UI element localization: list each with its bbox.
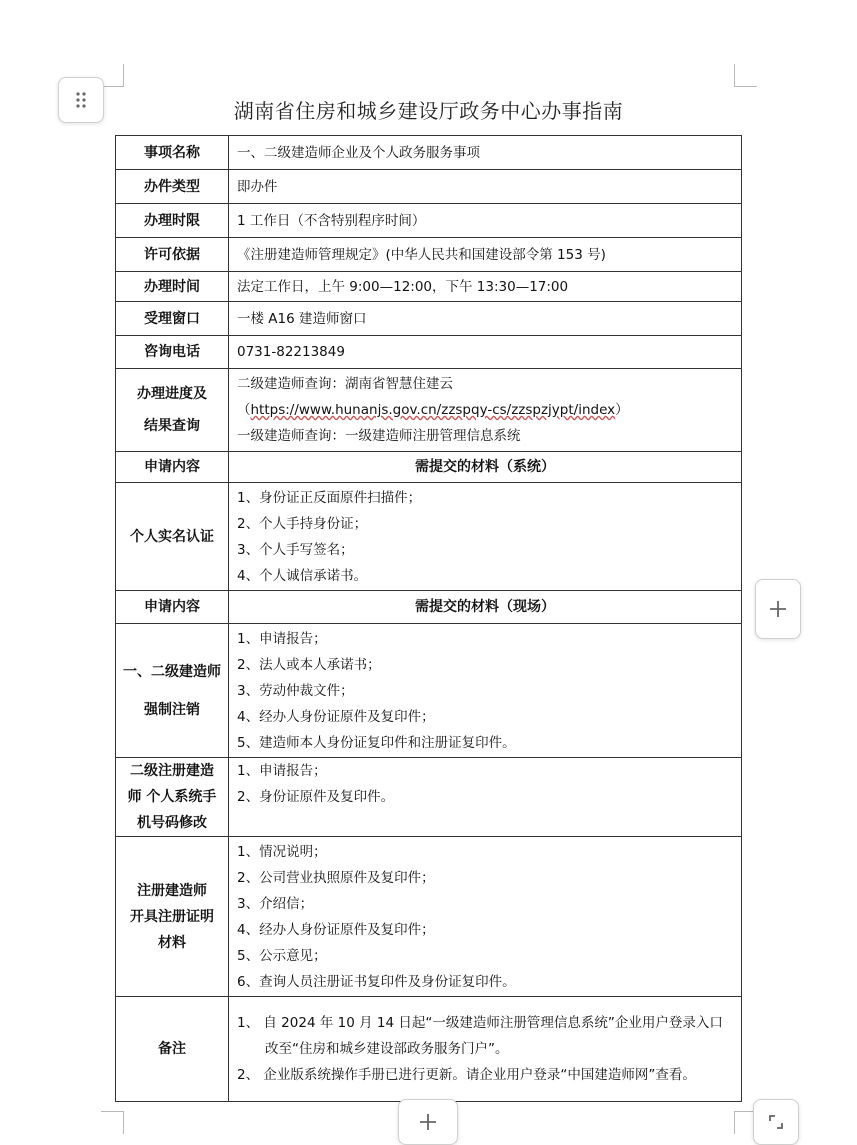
- document-title: 湖南省住房和城乡建设厅政务中心办事指南: [233, 99, 624, 123]
- label-identity: 个人实名认证: [116, 483, 229, 591]
- progress-link[interactable]: https://www.hunanjs.gov.cn/zzspqy-cs/zzspzjypt/index: [250, 402, 616, 418]
- label-progress-line1: 办理进度及: [137, 386, 207, 402]
- value-certificate: [229, 837, 742, 997]
- value-window: 一楼 A16 建造师窗口: [229, 302, 742, 336]
- resize-button[interactable]: [753, 1099, 799, 1145]
- table-row-identity: [116, 483, 742, 591]
- list-item: 1、情况说明；: [237, 843, 327, 860]
- header-apply-content-onsite: 申请内容: [116, 591, 229, 624]
- label-time-limit: 办理时限: [116, 204, 229, 238]
- table-row-phone: [116, 336, 742, 369]
- progress-line-3: 一级建造师查询：一级建造师注册管理信息系统: [237, 428, 521, 444]
- table-row-cancel: [116, 624, 742, 758]
- label-cancel-line1: 一、二级建造师: [123, 663, 221, 680]
- list-item: 3、个人手写签名；: [237, 541, 354, 558]
- list-item: 2、法人或本人承诺书；: [237, 656, 381, 673]
- list-item: 5、建造师本人身份证复印件和注册证复印件。: [237, 734, 516, 751]
- plus-icon: [418, 1112, 438, 1132]
- value-remarks: [229, 997, 742, 1102]
- label-certificate-line3: 材料: [158, 934, 186, 951]
- table-row-basis: [116, 238, 742, 272]
- label-cancel-line2: 强制注销: [144, 701, 200, 718]
- value-type: 即办件: [229, 170, 742, 204]
- table-row-item-name: [116, 136, 742, 170]
- value-phone-change: [229, 758, 742, 837]
- label-progress: [116, 369, 229, 452]
- page-corner-mark-bottom-left: [101, 1111, 124, 1134]
- list-item: 1、申请报告；: [237, 763, 327, 779]
- label-certificate-line2: 开具注册证明: [130, 908, 214, 925]
- label-certificate-line1: 注册建造师: [137, 882, 207, 899]
- label-phone-change-line3: 机号码修改: [137, 815, 207, 831]
- list-item: 2、公司营业执照原件及复印件；: [237, 869, 435, 886]
- value-hours: 法定工作日，上午 9:00—12:00，下午 13:30—17:00: [229, 272, 742, 302]
- label-phone-change-line1: 二级注册建造: [130, 763, 214, 779]
- page-corner-mark-top-right: [734, 64, 757, 87]
- progress-link-suffix: ）: [615, 402, 629, 418]
- table-row-window: [116, 302, 742, 336]
- list-item: 1、申请报告；: [237, 630, 327, 647]
- page-corner-mark-top-left: [101, 64, 124, 87]
- list-item: 1、 自 2024 年 10 月 14 日起“一级建造师注册管理信息系统”企业用户登录入口改至“住房和城乡建设部政务服务门户”。: [237, 1015, 723, 1057]
- value-item-name: 一、二级建造师企业及个人政务服务事项: [229, 136, 742, 170]
- value-phone: 0731-82213849: [229, 336, 742, 369]
- plus-icon: [768, 599, 788, 619]
- header-apply-content-system: 申请内容: [116, 452, 229, 483]
- guide-table: [115, 135, 742, 1102]
- label-item-name: 事项名称: [116, 136, 229, 170]
- list-item: 2、身份证原件及复印件。: [237, 789, 395, 805]
- table-row-header-onsite: [116, 591, 742, 624]
- list-item: 6、查询人员注册证书复印件及身份证复印件。: [237, 973, 516, 990]
- value-time-limit: 1 工作日（不含特别程序时间）: [229, 204, 742, 238]
- table-row-certificate: [116, 837, 742, 997]
- label-cancel: [116, 624, 229, 758]
- label-certificate: [116, 837, 229, 997]
- label-progress-line2: 结果查询: [144, 418, 200, 434]
- list-item: 4、个人诚信承诺书。: [237, 567, 368, 584]
- header-materials-system: 需提交的材料（系统）: [229, 452, 742, 483]
- label-hours: 办理时间: [116, 272, 229, 302]
- table-row-progress: [116, 369, 742, 452]
- list-item: 4、经办人身份证原件及复印件；: [237, 921, 435, 938]
- value-cancel: [229, 624, 742, 758]
- label-basis: 许可依据: [116, 238, 229, 272]
- resize-icon: [767, 1113, 785, 1131]
- table-row-time-limit: [116, 204, 742, 238]
- label-phone: 咨询电话: [116, 336, 229, 369]
- list-item: 2、 企业版系统操作手册已进行更新。请企业用户登录“中国建造师网”查看。: [237, 1067, 696, 1083]
- add-block-button-right[interactable]: [755, 579, 801, 639]
- value-progress: [229, 369, 742, 452]
- value-identity: [229, 483, 742, 591]
- table-row-type: [116, 170, 742, 204]
- list-item: 3、介绍信；: [237, 895, 314, 912]
- value-basis: 《注册建造师管理规定》(中华人民共和国建设部令第 153 号): [229, 238, 742, 272]
- progress-line-2: [237, 397, 733, 423]
- list-item: 5、公示意见；: [237, 947, 327, 964]
- label-phone-change-line2: 师 个人系统手: [127, 789, 217, 805]
- table-row-phone-change: [116, 758, 742, 837]
- table-row-header-system: [116, 452, 742, 483]
- table-row-remarks: [116, 997, 742, 1102]
- list-item: 4、经办人身份证原件及复印件；: [237, 708, 435, 725]
- header-materials-onsite: 需提交的材料（现场）: [229, 591, 742, 624]
- label-remarks: 备注: [116, 997, 229, 1102]
- progress-link-prefix: （: [237, 402, 251, 418]
- list-item: 2、个人手持身份证；: [237, 515, 368, 532]
- label-type: 办件类型: [116, 170, 229, 204]
- label-window: 受理窗口: [116, 302, 229, 336]
- label-phone-change: [116, 758, 229, 837]
- progress-line-1: 二级建造师查询：湖南省智慧住建云: [237, 376, 453, 392]
- list-item: 1、身份证正反面原件扫描件；: [237, 489, 422, 506]
- add-block-button-bottom[interactable]: [398, 1099, 458, 1145]
- list-item: 3、劳动仲裁文件；: [237, 682, 354, 699]
- table-row-hours: [116, 272, 742, 302]
